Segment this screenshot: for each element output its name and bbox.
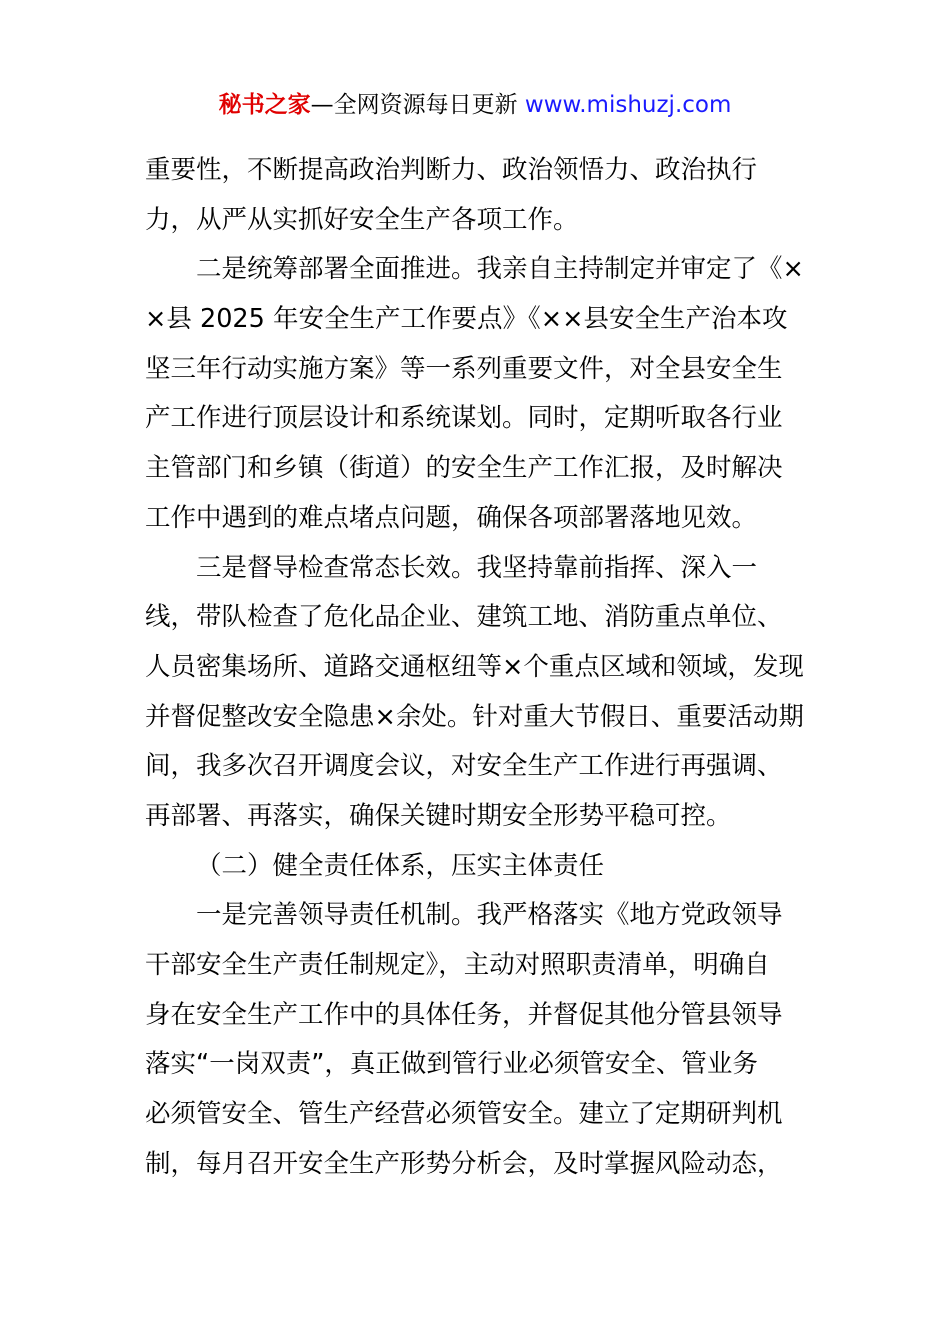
paragraph-start-line: 二是统筹部署全面推进。我亲自主持制定并审定了《× [196,254,804,285]
site-tagline: —全网资源每日更新 [310,92,525,118]
body-line: 力，从严从实抓好安全生产各项工作。 [145,204,579,235]
body-line: 干部安全生产责任制规定》，主动对照职责清单，明确自 [145,950,770,980]
body-line: 产工作进行顶层设计和系统谋划。同时，定期听取各行业 [145,403,783,434]
body-line: 间，我多次召开调度会议，对安全生产工作进行再强调、 [145,751,783,782]
body-line: 必须管安全、管生产经营必须管安全。建立了定期研判机 [145,1099,783,1130]
paragraph-start-line: 三是督导检查常态长效。我坚持靠前指挥、深入一 [196,552,758,583]
body-line: 制，每月召开安全生产形势分析会，及时掌握风险动态， [145,1148,783,1179]
body-line: 重要性，不断提高政治判断力、政治领悟力、政治执行 [145,155,758,185]
site-url-link[interactable]: www.mishuzj.com [524,92,732,118]
body-line: 线，带队检查了危化品企业、建筑工地、消防重点单位、 [145,602,783,633]
body-line: 坚三年行动实施方案》等一系列重要文件，对全县安全生 [145,353,783,384]
site-header [0,88,950,122]
body-line: 落实“一岗双责”，真正做到管行业必须管安全、管业务 [145,1049,758,1080]
document-body [145,146,815,1189]
body-line: 主管部门和乡镇（街道）的安全生产工作汇报，及时解决 [145,453,783,484]
body-line: ×县 2025 年安全生产工作要点》《××县安全生产治本攻 [145,304,788,335]
body-line: 人员密集场所、道路交通枢纽等×个重点区域和领域，发现 [145,651,804,682]
body-line: 工作中遇到的难点堵点问题，确保各项部署落地见效。 [145,502,758,533]
site-brand: 秘书之家 [218,92,311,118]
body-line: 再部署、再落实，确保关键时期安全形势平稳可控。 [145,800,732,831]
body-line: 身在安全生产工作中的具体任务，并督促其他分管县领导 [145,999,783,1030]
paragraph-start-line: 一是完善领导责任机制。我严格落实《地方党政领导 [196,900,783,931]
section-heading: （二）健全责任体系，压实主体责任 [196,850,605,881]
body-line: 并督促整改安全隐患×余处。针对重大节假日、重要活动期 [145,701,804,732]
